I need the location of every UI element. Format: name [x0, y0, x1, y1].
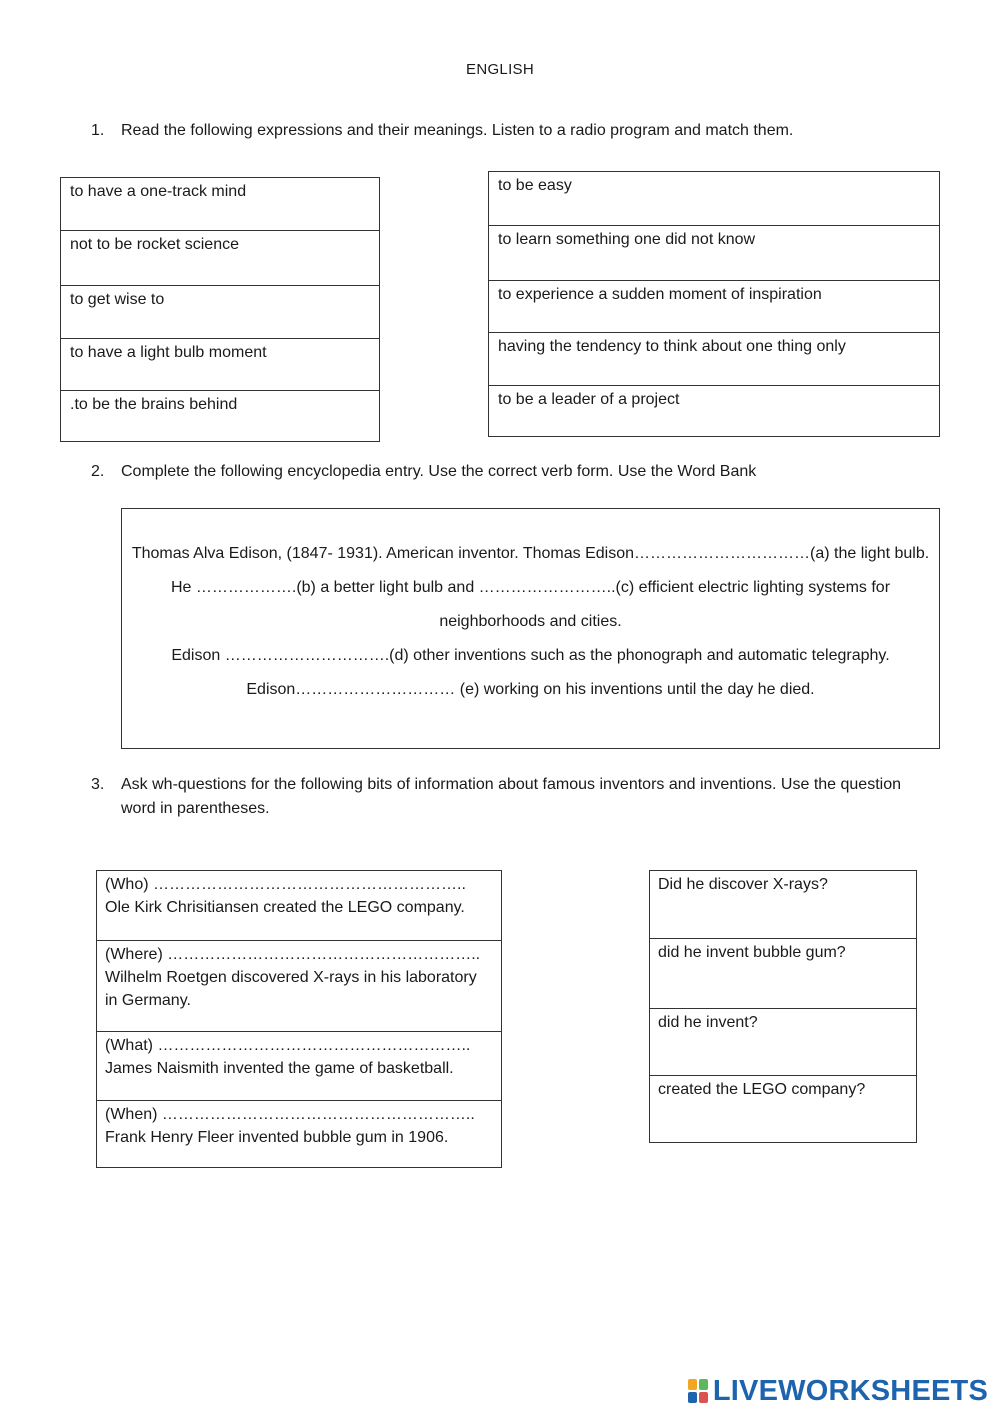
prompt-info: Wilhelm Roetgen discovered X-rays in his laboratory in Germany. — [105, 969, 477, 1009]
question-text: Read the following expressions and their meanings. Listen to a radio program and match them. — [121, 122, 794, 139]
question-text: Complete the following encyclopedia entry. Use the correct verb form. Use the Word Bank — [121, 463, 757, 480]
prompt-info: Frank Henry Fleer invented bubble gum in 1906. — [105, 1129, 449, 1146]
page-title: ENGLISH — [466, 61, 534, 78]
meaning-cell[interactable]: to learn something one did not know — [489, 226, 939, 281]
meaning-cell[interactable]: to be easy — [489, 172, 939, 226]
meanings-table — [488, 171, 940, 437]
question-number: 3. — [91, 776, 105, 793]
logo-mark-icon — [688, 1378, 710, 1404]
prompts-table — [96, 870, 502, 1168]
entry-line: neighborhoods and cities. — [439, 613, 622, 630]
question-2 — [91, 460, 971, 484]
logo-text: LIVEWORKSHEETS — [712, 1374, 988, 1407]
entry-line: He ……………….(b) a better light bulb and ……………………..(c) efficient electric lighting systems for — [170, 579, 891, 596]
answer-cell[interactable]: did he invent bubble gum? — [650, 939, 916, 1009]
meaning-cell[interactable]: to experience a sudden moment of inspiration — [489, 281, 939, 333]
prompt-question: (When) ………………………………………………….. — [105, 1106, 475, 1123]
question-text: Ask wh-questions for the following bits of information about famous inventors and inventions. Use the question word in parentheses. — [121, 776, 901, 817]
prompt-cell[interactable] — [97, 941, 501, 1032]
entry-line: Edison………………………… (e) working on his inventions until the day he died. — [246, 681, 815, 698]
question-number: 2. — [91, 463, 105, 480]
prompt-info: Ole Kirk Chrisitiansen created the LEGO company. — [105, 899, 465, 916]
expression-cell[interactable]: to get wise to — [61, 286, 379, 339]
prompt-question: (What) ………………………………………………….. — [105, 1037, 471, 1054]
answer-cell[interactable]: created the LEGO company? — [658, 1081, 866, 1098]
expression-cell[interactable]: to have a light bulb moment — [61, 339, 379, 391]
question-number: 1. — [91, 122, 105, 139]
entry-line: Thomas Alva Edison, (1847- 1931). American inventor. Thomas Edison……………………………(a) the light bulb. — [131, 545, 930, 562]
answers-table — [649, 870, 917, 1143]
meaning-cell[interactable]: having the tendency to think about one thing only — [489, 333, 939, 386]
answer-cell[interactable]: did he invent? — [650, 1009, 916, 1076]
answer-cell[interactable]: Did he discover X-rays? — [650, 871, 916, 939]
expressions-table — [60, 177, 380, 442]
expression-cell[interactable]: not to be rocket science — [61, 231, 379, 286]
prompt-cell[interactable] — [97, 1101, 501, 1167]
question-1 — [91, 119, 971, 143]
prompt-question: (Where) ………………………………………………….. — [105, 946, 481, 963]
encyclopedia-entry-box — [121, 508, 940, 749]
prompt-cell[interactable] — [97, 1032, 501, 1101]
expression-cell[interactable]: to have a one-track mind — [61, 178, 379, 231]
prompt-cell[interactable] — [97, 871, 501, 941]
question-3 — [91, 773, 921, 823]
expression-cell[interactable]: .to be the brains behind — [70, 396, 238, 413]
prompt-question: (Who) ………………………………………………….. — [105, 876, 466, 893]
meaning-cell[interactable]: to be a leader of a project — [498, 391, 680, 408]
liveworksheets-logo — [688, 1376, 988, 1406]
prompt-info: James Naismith invented the game of basketball. — [105, 1060, 454, 1077]
entry-line: Edison ………………………….(d) other inventions such as the phonograph and automatic telegraphy. — [171, 647, 890, 664]
